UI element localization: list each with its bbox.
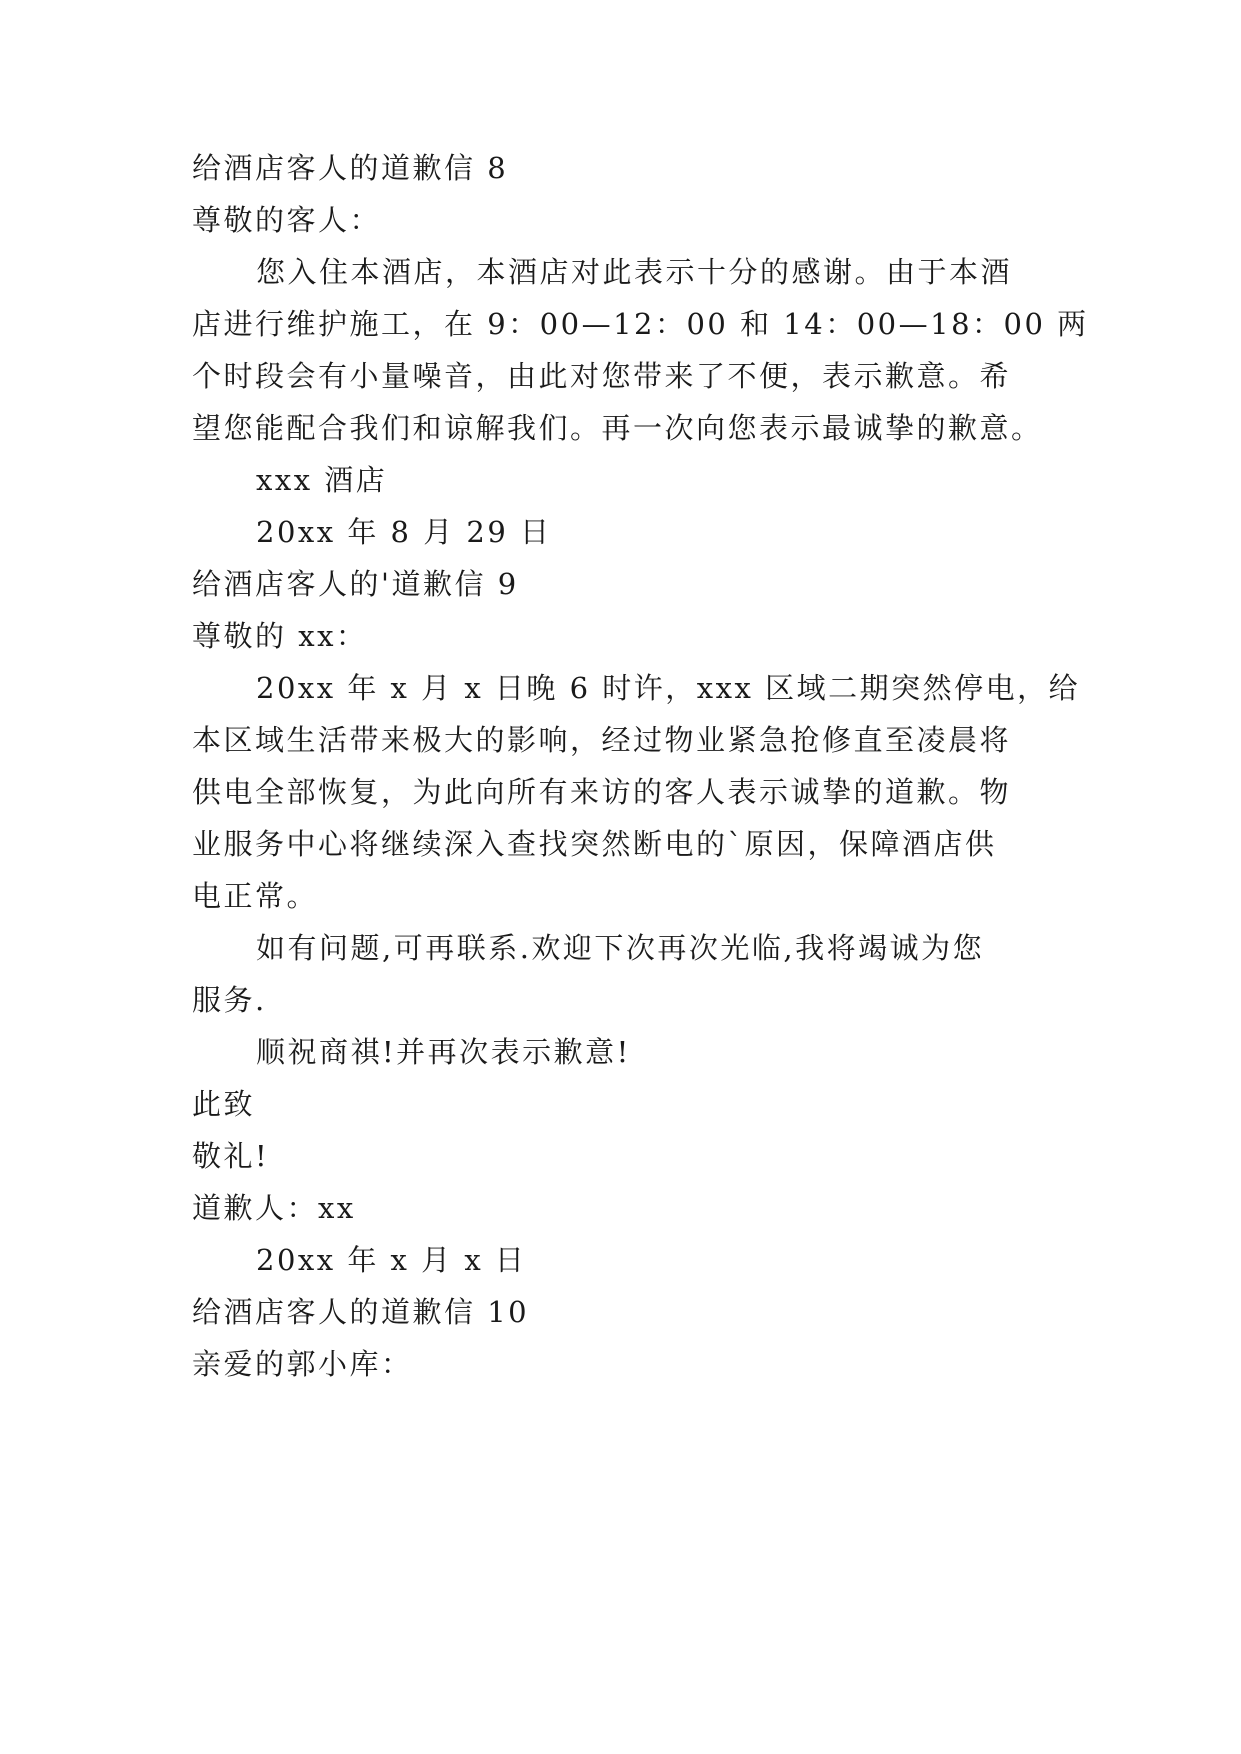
letter-9-body-line-5: 电正常。 <box>192 879 319 913</box>
letter-9-closing-2: 敬礼! <box>192 1139 270 1173</box>
letter-9-body-line-1: 20xx 年 x 月 x 日晚 6 时许，xxx 区域二期突然停电，给 <box>256 671 1081 705</box>
letter-8-date: 20xx 年 8 月 29 日 <box>256 515 552 549</box>
letter-9-body-line-2: 本区域生活带来极大的影响，经过物业紧急抢修直至凌晨将 <box>192 723 1012 757</box>
letter-8-body-line-1: 您入住本酒店，本酒店对此表示十分的感谢。由于本酒 <box>256 255 1013 289</box>
letter-9-body-line-6: 如有问题,可再联系.欢迎下次再次光临,我将竭诚为您 <box>256 931 985 965</box>
letter-9-date: 20xx 年 x 月 x 日 <box>256 1243 527 1277</box>
letter-8-title: 给酒店客人的道歉信 8 <box>192 151 509 185</box>
letter-8-body-line-4: 望您能配合我们和谅解我们。再一次向您表示最诚挚的歉意。 <box>192 411 1043 445</box>
letter-9-body-line-3: 供电全部恢复，为此向所有来访的客人表示诚挚的道歉。物 <box>192 775 1012 809</box>
letter-9-salutation: 尊敬的 xx： <box>192 619 368 653</box>
letter-10-title: 给酒店客人的道歉信 10 <box>192 1295 530 1329</box>
letter-9-title: 给酒店客人的'道歉信 9 <box>192 567 519 601</box>
letter-9-closing-wish: 顺祝商祺!并再次表示歉意! <box>256 1035 631 1069</box>
letter-9-closing-1: 此致 <box>192 1087 256 1121</box>
letter-8-signature: xxx 酒店 <box>256 463 388 497</box>
letter-8-body-line-3: 个时段会有小量噪音，由此对您带来了不便，表示歉意。希 <box>192 359 1012 393</box>
letter-9-signature: 道歉人：xx <box>192 1191 356 1225</box>
letter-9-body-line-4: 业服务中心将继续深入查找突然断电的`原因，保障酒店供 <box>192 827 997 861</box>
letter-10-salutation: 亲爱的郭小库： <box>192 1347 413 1381</box>
letter-8-body-line-2: 店进行维护施工，在 9：00—12：00 和 14：00—18：00 两 <box>192 307 1089 341</box>
letter-8-salutation: 尊敬的客人： <box>192 203 382 237</box>
letter-9-body-line-7: 服务. <box>192 983 267 1017</box>
